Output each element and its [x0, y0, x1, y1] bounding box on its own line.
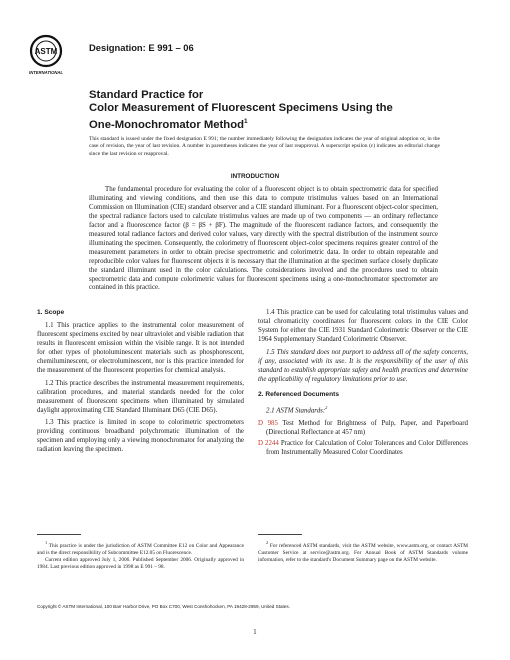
title-line-3: One-Monochromator Method$^1$: [89, 118, 248, 132]
reference-link-d2244[interactable]: D 2244: [258, 439, 279, 447]
section-1-4: 1.4 This practice can be used for calculating total tristimulus values and total chromaticity coordinates for fluorescent colors in the CIE Color System for either the CIE 1931 Standard Colorimetric Observer or the CIE 1964 Supplementary Standard Colorimetric Observer.: [258, 309, 468, 343]
footnote-rule-right: [258, 534, 302, 535]
reference-item: [258, 440, 468, 458]
title-line-2: Color Measurement of Fluorescent Specimens Using the: [89, 102, 393, 115]
astm-standards-label: 2.1 ASTM Standards:$^2$: [266, 404, 328, 414]
svg-text:ASTM: ASTM: [34, 47, 58, 56]
section-1-3: 1.3 This practice is limited in scope to colorimetric spectrometers providing continuous broadband polychromatic illumination of the specimen and employing only a viewing monochromator for analyzing the radiation leaving the specimen.: [37, 419, 244, 454]
reference-link-d985[interactable]: D 985: [258, 419, 278, 427]
document-title: [89, 89, 449, 132]
designation: Designation: E 991 – 06: [89, 42, 194, 53]
reference-text: Practice for Calculation of Color Tolerances and Color Differences from Instrumentally Measured Color Coordinates: [266, 439, 468, 456]
logo-text: INTERNATIONAL: [29, 70, 63, 75]
issued-notice: This standard is issued under the fixed designation E 991; the number immediately following the designation indicates the year of original adoption or, in the case of revision, the year of last revision. A number in parentheses indicates the year of last reapproval. A superscript epsilon (ε) indicates an editorial change since the last revision or reapproval.: [89, 136, 440, 157]
title-line-1: Standard Practice for: [89, 89, 204, 101]
introduction-heading: INTRODUCTION: [230, 173, 280, 180]
referenced-documents-heading: 2. Referenced Documents: [258, 390, 339, 398]
footnote-rule-left: [37, 534, 81, 535]
left-column: [37, 309, 244, 459]
footnote-2: $^2$ For referenced ASTM standards, visit the ASTM website, www.astm.org, or contact ASTM Customer Service at service@astm.org. For Annual Book of ASTM Standards volume information, refer to the standard's Document Summary page on the ASTM website.: [258, 540, 468, 563]
right-column: [258, 309, 468, 460]
reference-item: [258, 420, 468, 438]
section-1-2: 1.2 This practice describes the instrumental measurement requirements, calibration procedures, and material standards needed for the color measurement of fluorescent specimens when illuminated by simulated daylight approximating CIE Standard Illuminant D65 (CIE D65).: [37, 379, 244, 414]
title-footnote-mark: 1: [244, 118, 248, 126]
page-number: 1: [253, 629, 257, 636]
section-1-5: 1.5 This standard does not purport to address all of the safety concerns, if any, associated with its use. It is the responsibility of the user of this standard to establish appropriate safety and health practices and determine the applicability of regulatory limitations prior to use.: [258, 348, 468, 383]
section-1-1: 1.1 This practice applies to the instrumental color measurement of fluorescent specimens excited by near ultraviolet and visible radiation that results in fluorescent emission within the visible range. It is not intended for other types of photoluminescent materials such as phosphorescent, chemiluminescent, or electroluminescent, nor is this practice intended for the measurement of the fluorescent properties for chemical analysis.: [37, 321, 244, 374]
scope-heading: 1. Scope: [37, 309, 65, 316]
footnote-1-edition: Current edition approved July 1, 2006. Published September 2006. Originally approved in 1984. Last previous edition approved in 1998 as E 991 – 98.: [37, 556, 244, 571]
footnote-1: $^1$ This practice is under the jurisdiction of ASTM Committee E12 on Color and Appearance and is the direct responsibility of Subcommittee E12.05 on Fluorescence. Current edition approved July 1, 2006. Published September 2006. Originally approved in 1984. Last previous edition approved in 1998 as E 991 – 98.: [37, 540, 244, 571]
introduction-text: The fundamental procedure for evaluating the color of a fluorescent object is to obtain spectrometric data for specified illuminating and viewing conditions, and then use this data to compute tristimulus values based on an International Commission on Illumination (CIE) standard observer and a CIE standard illuminant. For a fluorescent object-color specimen, the spectral radiance factors used to calculate tristimulus values are made up of two components — an ordinary reflectance factor and a fluorescence factor (β = βS + βF). The magnitude of the fluorescent radiance factors, and consequently the measured total radiance factors and derived color values, vary directly with the spectral distribution of the instrument source illuminating the specimen. Consequently, the colorimetry of fluorescent object-color specimens requires greater control of the measurement parameters in order to obtain precise spectrometric and colorimetric data. In order to obtain repeatable and reproducible color values for fluorescent objects it is necessary that the illumination at the specimen surface closely duplicate the standard illuminant used in the color calculations. The considerations involved and the procedures used to obtain spectrometric data and compute colorimetric values for fluorescent specimens using a one-monochromator spectrometer are contained in this practice.: [89, 186, 438, 292]
astm-standards-footnote-mark: 2: [325, 404, 328, 410]
astm-logo: [26, 34, 66, 80]
copyright-line: Copyright © ASTM International, 100 Barr Harbor Drive, PO Box C700, West Conshohocken, PA 19428-2959, United States.: [37, 604, 290, 609]
reference-text: Test Method for Brightness of Pulp, Paper, and Paperboard (Directional Reflectance at 457 nm): [266, 419, 468, 436]
